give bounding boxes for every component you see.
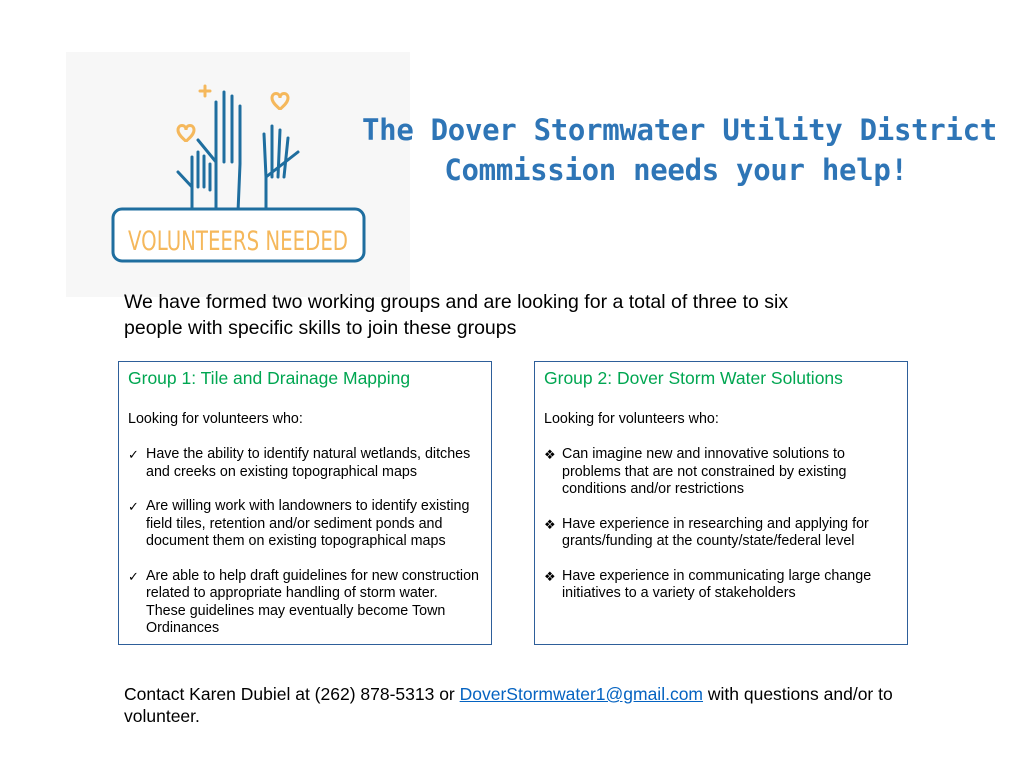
title-line-2: Commission needs your help! (444, 153, 908, 187)
group-2-box (534, 361, 908, 645)
check-icon: ✓ (128, 568, 139, 584)
group-1-looking: Looking for volunteers who: (128, 411, 303, 427)
title-line-1: The Dover Stormwater Utility District (362, 113, 997, 147)
group-1-heading: Group 1: Tile and Drainage Mapping (128, 368, 411, 388)
page-title (362, 110, 997, 190)
contact-suffix: with questions and/or to volunteer. (124, 684, 893, 726)
contact-prefix: Contact Karen Dubiel at (262) 878-5313 or (124, 684, 460, 704)
intro-line-2: people with specific skills to join these groups (124, 317, 517, 339)
intro-line-1: We have formed two working groups and are looking for a total of three to six (124, 291, 789, 313)
list-item: ✓ Are able to help draft guidelines for new construction related to appropriate handling of storm water. These guidelines may eventually become Town Ordinances (128, 567, 479, 636)
group-2-list (544, 446, 895, 603)
check-icon: ✓ (128, 447, 139, 462)
intro-paragraph (124, 289, 884, 341)
group-2-heading: Group 2: Dover Storm Water Solutions (544, 368, 843, 388)
group-2-looking: Looking for volunteers who: (544, 411, 719, 427)
raised-hands-icon (66, 52, 410, 297)
email-link[interactable]: DoverStormwater1@gmail.com (459, 684, 704, 704)
diamond-bullet-icon: ❖ (544, 447, 556, 462)
diamond-bullet-icon: ❖ (544, 568, 556, 584)
list-item: ❖ Have experience in communicating large change initiatives to a variety of stakeholders (544, 567, 872, 601)
list-item: ✓ Have the ability to identify natural wetlands, ditches and creeks on existing topographical maps (128, 446, 471, 480)
group-1-list (128, 446, 479, 638)
list-item: ✓ Are willing work with landowners to identify existing field tiles, retention and/or sediment ponds and document them on existing topographical maps (128, 498, 470, 549)
contact-line (124, 683, 904, 727)
logo-text: VOLUNTEERS NEEDED (128, 226, 348, 257)
diamond-bullet-icon: ❖ (544, 516, 556, 532)
list-item: ❖ Can imagine new and innovative solutions to problems that are not constrained by existing conditions and/or restrictions (544, 446, 847, 497)
list-item: ❖ Have experience in researching and applying for grants/funding at the county/state/federal level (544, 515, 869, 549)
volunteers-needed-logo (66, 52, 410, 297)
check-icon: ✓ (128, 499, 139, 514)
group-1-box (118, 361, 492, 645)
